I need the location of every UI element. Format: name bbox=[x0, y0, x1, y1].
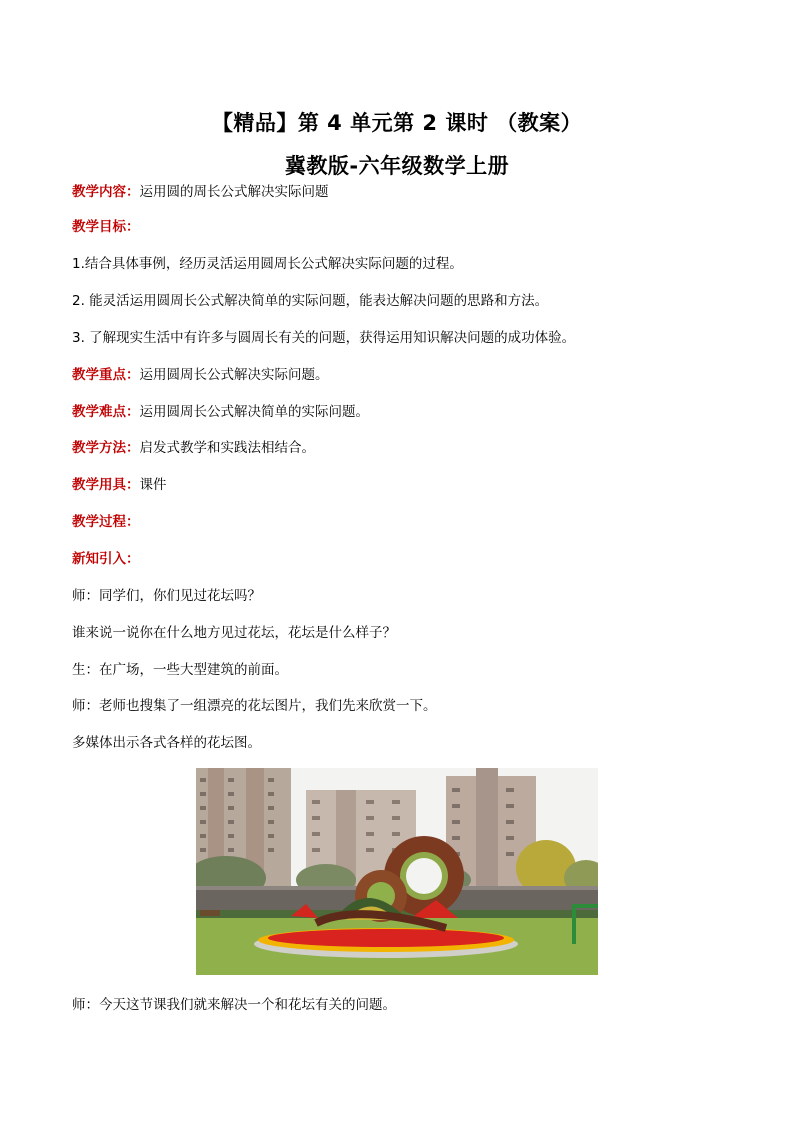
tools-label: 教学用具： bbox=[72, 477, 140, 493]
document-title: 【精品】第 4 单元第 2 课时 （教案） bbox=[211, 111, 583, 135]
teaching-content-text: 运用圆的周长公式解决实际问题 bbox=[139, 184, 329, 200]
teaching-content-row bbox=[72, 183, 732, 201]
difficulty-row bbox=[72, 403, 732, 421]
dialogue-line: 生：在广场，一些大型建筑的前面。 bbox=[72, 662, 288, 678]
intro-label: 新知引入： bbox=[72, 551, 140, 567]
method-text: 启发式教学和实践法相结合。 bbox=[139, 440, 315, 456]
dialogue-line: 谁来说一说你在什么地方见过花坛，花坛是什么样子？ bbox=[72, 625, 396, 641]
teaching-content-label: 教学内容： bbox=[72, 184, 140, 200]
tools-text: 课件 bbox=[139, 477, 167, 493]
document-subtitle: 冀教版-六年级数学上册 bbox=[284, 154, 510, 178]
key-point-row bbox=[72, 366, 732, 384]
process-row bbox=[72, 513, 732, 531]
teaching-goals-label: 教学目标： bbox=[72, 219, 140, 235]
goal-item: 3. 了解现实生活中有许多与圆周长有关的问题，获得运用知识解决问题的成功体验。 bbox=[72, 330, 576, 346]
key-point-text: 运用圆周长公式解决实际问题。 bbox=[139, 367, 329, 383]
goal-item: 2. 能灵活运用圆周长公式解决简单的实际问题，能表达解决问题的思路和方法。 bbox=[72, 293, 549, 309]
closing-line: 师：今天这节课我们就来解决一个和花坛有关的问题。 bbox=[72, 997, 396, 1013]
process-label: 教学过程： bbox=[72, 514, 140, 530]
flower-bed-photo bbox=[196, 768, 598, 975]
dialogue-line: 多媒体出示各式各样的花坛图。 bbox=[72, 735, 261, 751]
dialogue-line: 师：同学们，你们见过花坛吗？ bbox=[72, 588, 261, 604]
difficulty-text: 运用圆周长公式解决简单的实际问题。 bbox=[139, 404, 369, 420]
method-label: 教学方法： bbox=[72, 440, 140, 456]
tools-row bbox=[72, 476, 732, 494]
intro-row bbox=[72, 550, 732, 568]
teaching-goals-row bbox=[72, 218, 732, 236]
difficulty-label: 教学难点： bbox=[72, 404, 140, 420]
key-point-label: 教学重点： bbox=[72, 367, 140, 383]
goal-item: 1.结合具体事例，经历灵活运用圆周长公式解决实际问题的过程。 bbox=[72, 256, 463, 272]
dialogue-line: 师：老师也搜集了一组漂亮的花坛图片，我们先来欣赏一下。 bbox=[72, 698, 437, 714]
method-row bbox=[72, 439, 732, 457]
